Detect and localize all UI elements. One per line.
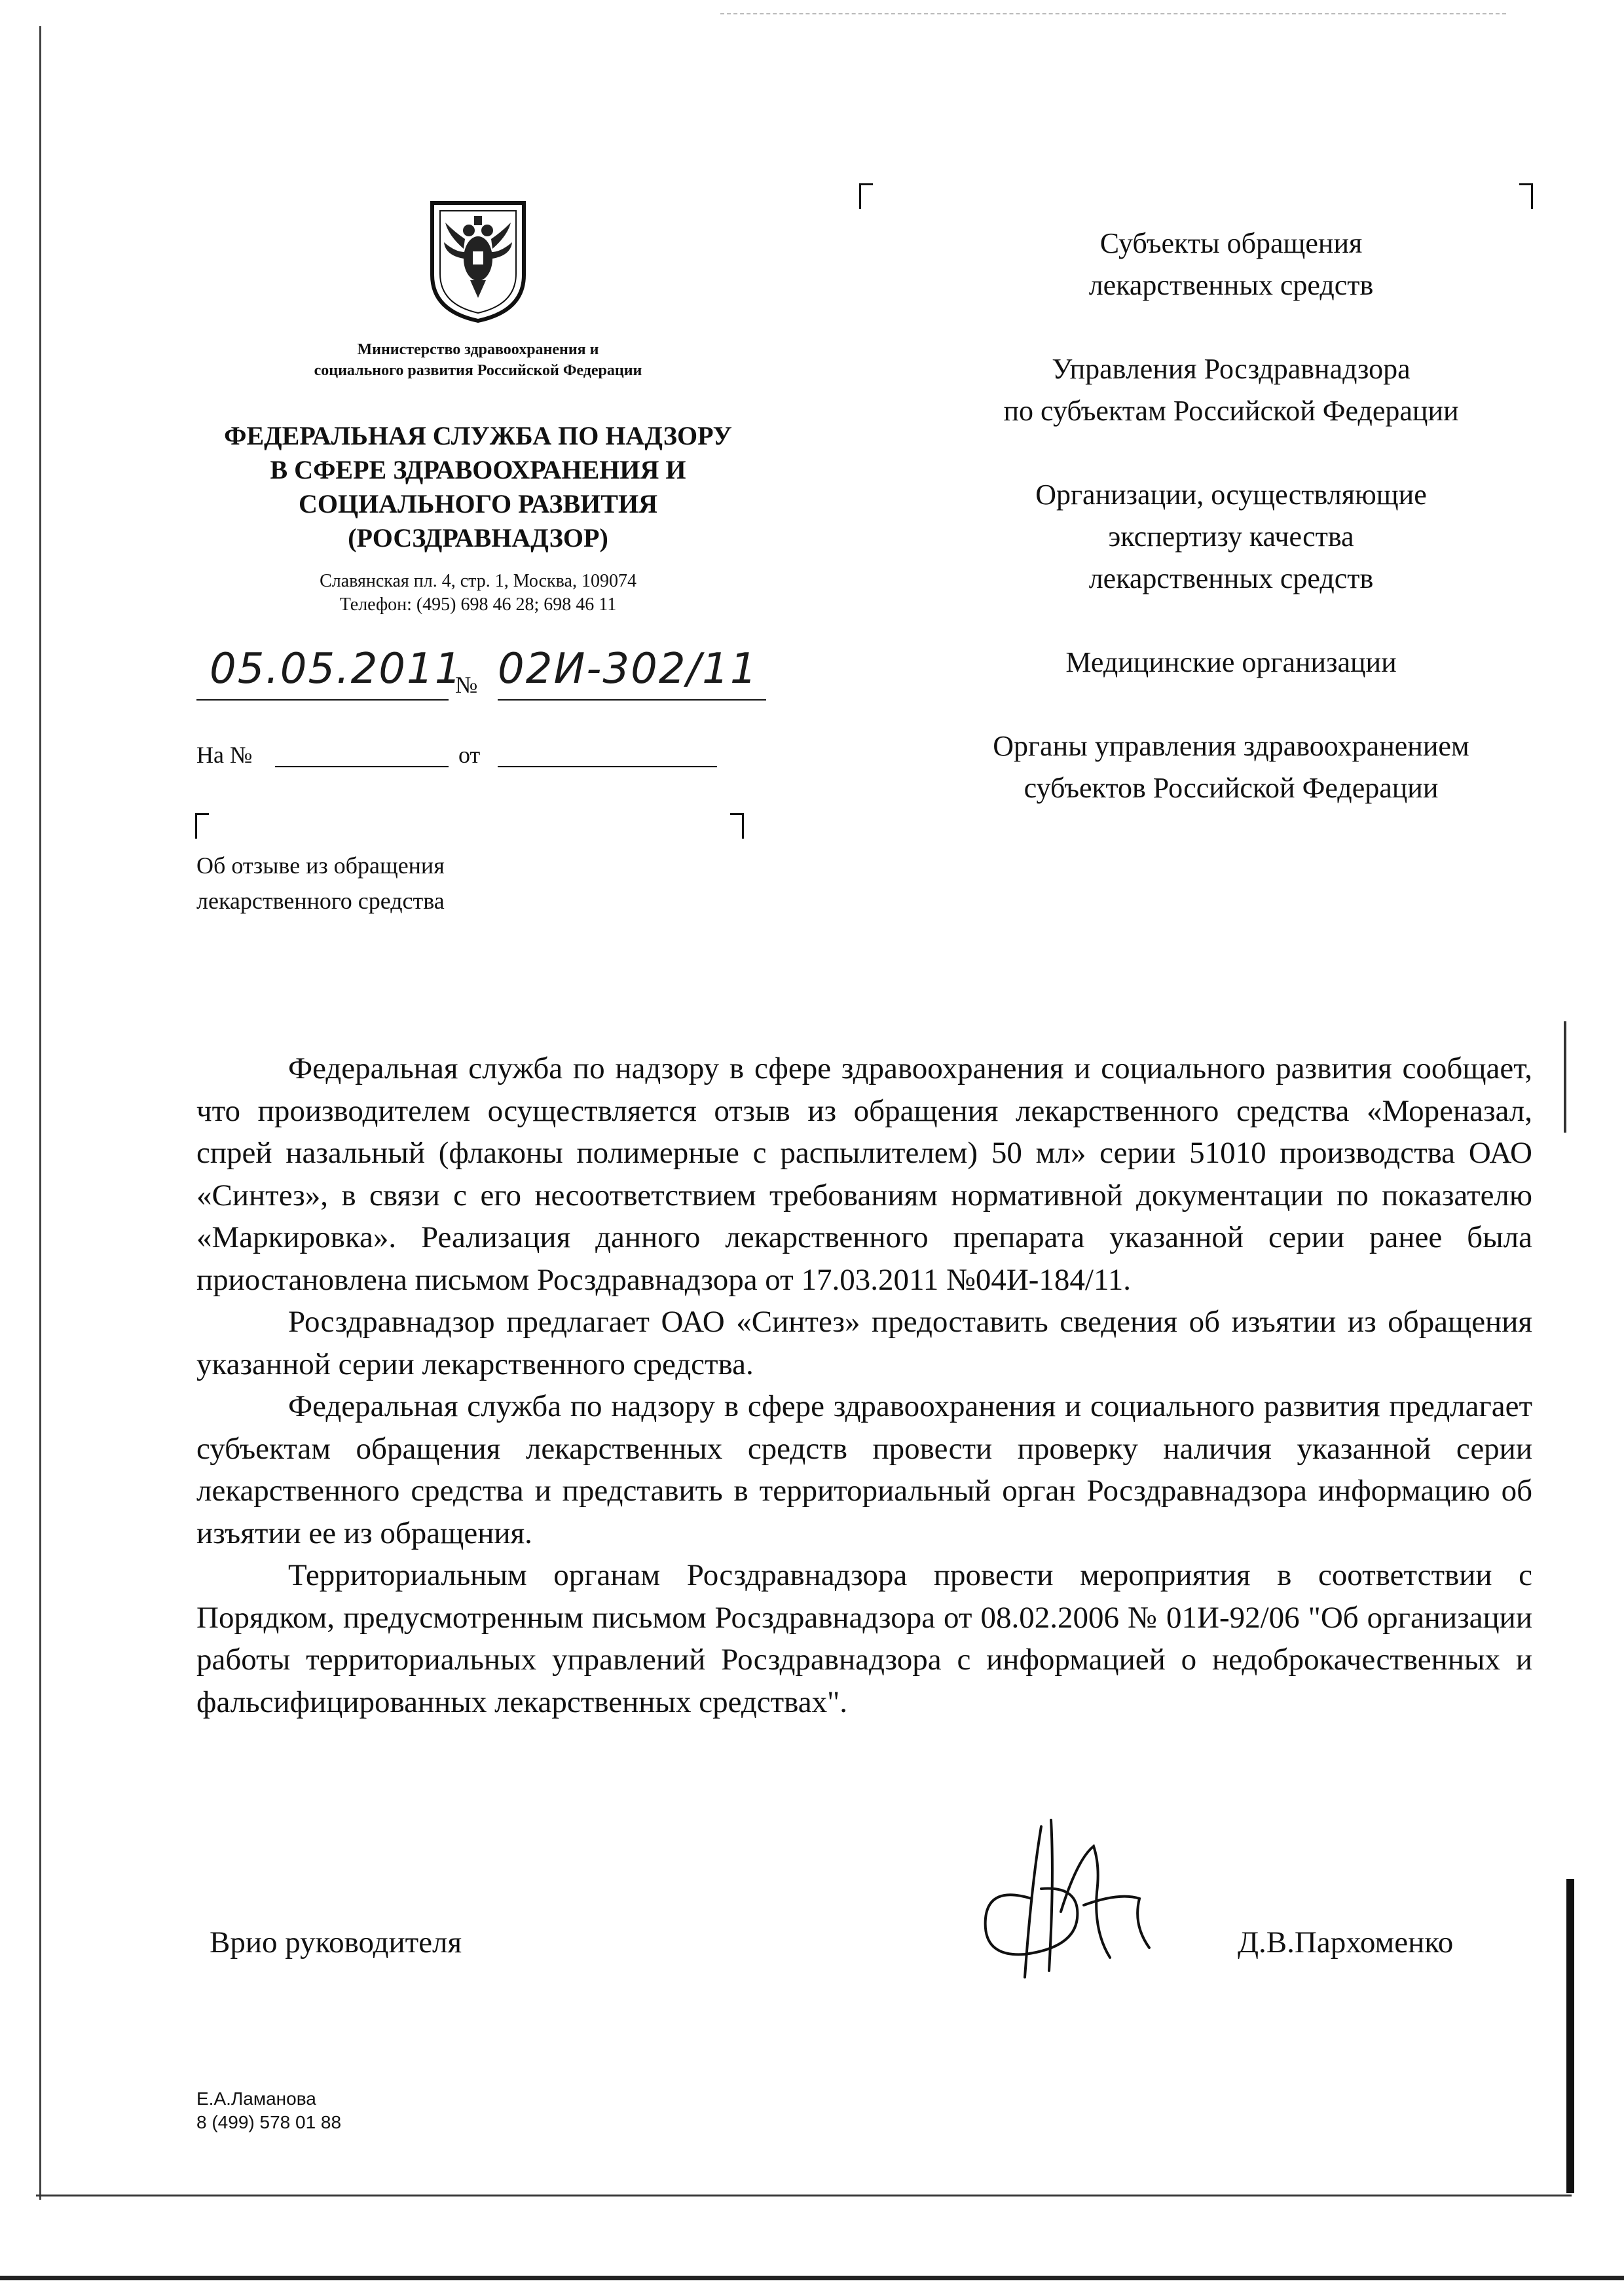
- signatory-name: Д.В.Пархоменко: [1238, 1925, 1454, 1959]
- body-paragraph: Федеральная служба по надзору в сфере здравоохранения и социального развития предлагает субъектам обращения лекарственных средств провести проверку наличия указанной серии лекарственного средства и представить в территориальный орган Росздравнадзора информацию об изъятии ее из обращения.: [196, 1389, 1532, 1550]
- scan-bottom-edge: [0, 2276, 1624, 2280]
- ministry-line: социального развития Российской Федерации: [314, 362, 642, 379]
- recipient-line: Субъекты обращения: [1099, 227, 1363, 259]
- recipient-line: Управления Росздравнадзора: [1052, 353, 1411, 385]
- registration-number: 02И-302/11: [498, 645, 758, 693]
- subject-bracket-left: [195, 813, 209, 839]
- number-label: №: [455, 672, 478, 698]
- address-line: Славянская пл. 4, стр. 1, Москва, 109074: [320, 571, 637, 591]
- body-paragraph: Федеральная служба по надзору в сфере здравоохранения и социального развития сообщает, что производителем осуществляется отзыв из обращения лекарственного средства «Мореназал, спрей назальный (флаконы полимерные с распылителем) 50 мл» серии 51010 производства ОАО «Синтез», в связи с его несоответствием требованиям нормативной документации по показателю «Маркировка». Реализация данного лекарственного препарата указанной серии ранее была приостановлена письмом Росздравнадзора от 17.03.2011 №04И-184/11.: [196, 1051, 1532, 1297]
- number-underline: [498, 699, 766, 701]
- recipient-line: лекарственных средств: [1088, 269, 1374, 301]
- scan-edge-right-mark: [1564, 1021, 1566, 1133]
- ministry-line: Министерство здравоохранения и: [357, 341, 599, 358]
- recipient-line: экспертизу качества: [1108, 520, 1354, 553]
- scan-top-line: [720, 13, 1506, 15]
- recipients-block: [910, 223, 1552, 851]
- subject-bracket-right: [730, 813, 744, 839]
- recipient-item: [910, 474, 1552, 600]
- letter-body: [196, 1048, 1532, 1723]
- agency-line: ФЕДЕРАЛЬНАЯ СЛУЖБА ПО НАДЗОРУ: [224, 421, 732, 450]
- date-underline: [196, 699, 449, 701]
- recipient-line: лекарственных средств: [1088, 562, 1374, 594]
- recipient-item: [910, 348, 1552, 432]
- reference-date-label: от: [458, 742, 481, 768]
- executor-info: [196, 2087, 341, 2134]
- executor-name: Е.А.Ламанова: [196, 2088, 316, 2109]
- recipient-item: [910, 725, 1552, 809]
- reference-date-blank: [498, 766, 717, 767]
- body-paragraph: Территориальным органам Росздравнадзора провести мероприятия в соответствии с Порядком, предусмотренным письмом Росздравнадзора от 08.02.2006 № 01И-92/06 "Об организации работы территориальных управлений Росздравнадзора с информацией о недоброкачественных и фальсифицированных лекарственных средствах".: [196, 1558, 1532, 1719]
- executor-phone: 8 (499) 578 01 88: [196, 2112, 342, 2132]
- agency-line: (РОСЗДРАВНАДЗОР): [348, 523, 608, 553]
- recipient-line: Медицинские организации: [1065, 646, 1397, 678]
- agency-line: В СФЕРЕ ЗДРАВООХРАНЕНИЯ И: [270, 455, 686, 484]
- registration-date: 05.05.2011: [210, 645, 463, 693]
- scan-edge-left: [39, 26, 41, 2200]
- recipient-line: Организации, осуществляющие: [1035, 479, 1427, 511]
- recipient-line: Органы управления здравоохранением: [993, 730, 1469, 762]
- body-paragraph: Росздравнадзор предлагает ОАО «Синтез» предоставить сведения об изъятии из обращения указанной серии лекарственного средства.: [196, 1305, 1532, 1381]
- subject-line: лекарственного средства: [196, 888, 445, 914]
- recipient-item: [910, 223, 1552, 306]
- recipient-item: [910, 642, 1552, 683]
- recipient-line: по субъектам Российской Федерации: [1003, 395, 1459, 427]
- recipients-bracket-left: [859, 183, 873, 209]
- agency-line: СОЦИАЛЬНОГО РАЗВИТИЯ: [299, 489, 657, 519]
- phone-line: Телефон: (495) 698 46 28; 698 46 11: [339, 594, 617, 615]
- scan-edge-right: [1566, 1879, 1574, 2193]
- agency-name: [183, 419, 773, 555]
- agency-address: [183, 570, 773, 617]
- ministry-name: [196, 339, 760, 381]
- signatory-title: Врио руководителя: [210, 1925, 462, 1959]
- reference-number-blank: [275, 766, 449, 767]
- subject-line: Об отзыве из обращения: [196, 852, 445, 879]
- handwritten-signature-icon: [963, 1807, 1179, 1984]
- reference-number-label: На №: [196, 742, 253, 768]
- recipients-bracket-right: [1519, 183, 1533, 209]
- coat-of-arms-icon: [419, 196, 537, 324]
- letter-subject: [196, 848, 655, 919]
- recipient-line: субъектов Российской Федерации: [1024, 772, 1439, 804]
- scan-bottom-line: [36, 2195, 1572, 2196]
